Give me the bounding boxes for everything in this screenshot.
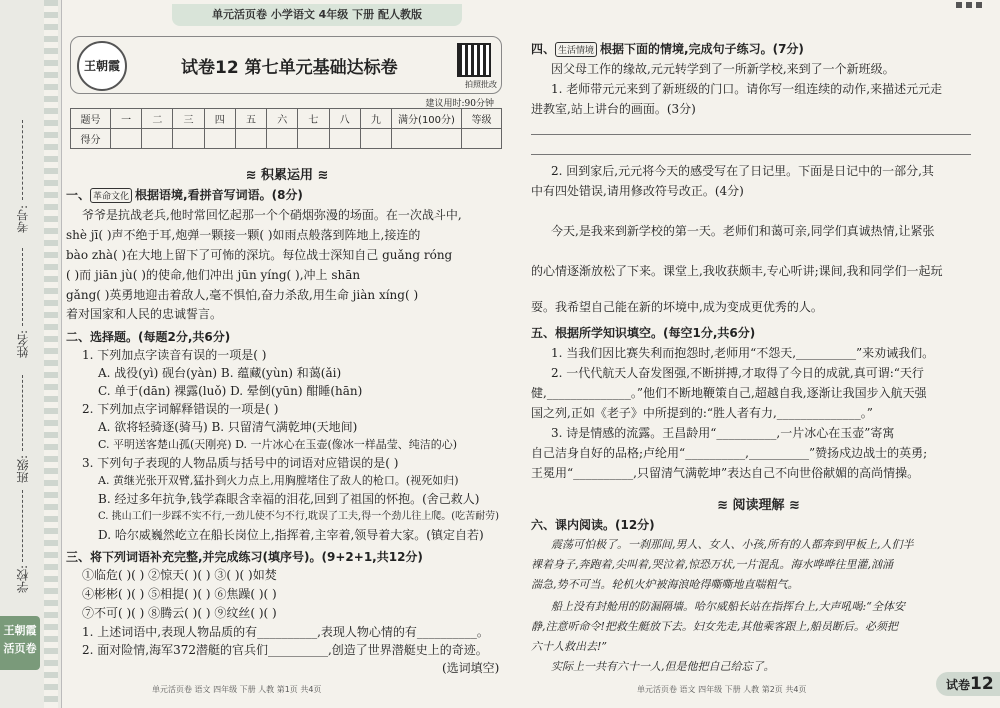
- score-cell: 三: [173, 109, 204, 129]
- passage-line: 裸着身子,奔跑着,尖叫着,哭泣着,惊恐万状,一片混乱。海水哗哗往里灌,汹涌: [531, 558, 893, 571]
- q1-line: gǎng( )英勇地迎击着敌人,毫不惧怕,奋力杀敌,用生命 jiàn xíng( ): [66, 288, 419, 302]
- question-2-title: 二、选择题。(每题2分,共6分): [66, 330, 231, 344]
- paper-header: [70, 36, 502, 94]
- brand-tab: 王朝霞 活页卷: [0, 616, 40, 670]
- q5-line: 1. 当我们因比赛失利而抱怨时,老师用“不怨天,__________”来劝诫我们。: [551, 346, 935, 360]
- score-cell: 四: [204, 109, 235, 129]
- diary-line: 耍。我希望自己能在新的坏境中,成为变成更优秀的人。: [531, 300, 823, 314]
- footer-right: 单元活页卷 语文 四年级 下册 人教 第2页 共4页: [637, 685, 807, 694]
- score-value-row: [71, 129, 502, 149]
- score-label-cell: 得分: [71, 129, 111, 149]
- question-1-title: 一、 革命文化 根据语境,看拼音写词语。(8分): [66, 188, 303, 202]
- q2-line: 3. 下列句子表现的人物品质与括号中的词语对应错误的是( ): [82, 456, 399, 470]
- q1-line: bào zhà( )在大地上留下了可怖的深坑。每位战士深知自己 guǎng róng: [66, 248, 453, 262]
- answer-line[interactable]: [531, 154, 971, 155]
- qr-label: 拍照批改: [465, 80, 497, 89]
- q5-line: 国之列,正如《老子》中所提到的:“胜人者有力,______________。”: [531, 406, 873, 420]
- q4-line: 1. 老师带元元来到了新班级的门口。请你写一组连续的动作,来描述元元走: [551, 82, 943, 96]
- q1-line: shè jī( )声不绝于耳,炮弹一颗接一颗( )如雨点般落到阵地上,接连的: [66, 228, 421, 242]
- suggested-time: 建议用时:90分钟: [425, 99, 494, 109]
- exam-number-line: [22, 120, 23, 200]
- q2-line: 1. 下列加点字读音有误的一项是( ): [82, 348, 267, 362]
- name-label: 姓名:: [16, 330, 30, 359]
- score-input-cell[interactable]: [462, 129, 502, 149]
- score-table: [70, 108, 502, 149]
- q2-option: C. 挑山工们一步踩不实不行,一劲儿使不匀不行,耽误了工夫,得一个劲儿往上爬。(吃苦耐劳): [98, 511, 499, 522]
- score-cell: 九: [360, 109, 391, 129]
- score-cell: 七: [298, 109, 329, 129]
- score-cell: 等级: [462, 109, 502, 129]
- q2-option: D. 哈尔威巍然屹立在船长岗位上,指挥着,主宰着,领导着大家。(镇定自若): [98, 528, 484, 542]
- section-title-accumulation: ≋ 积累运用 ≋: [245, 168, 329, 183]
- q5-line: 王冕用“__________,只留清气满乾坤”表达自己不向世俗献媚的高尚情操。: [531, 466, 920, 480]
- passage-line: 静,注意听命令!把救生艇放下去。妇女先走,其他乘客跟上,船员断后。必须把: [531, 620, 898, 633]
- q2-option: A. 战役(yì) 砚台(yàn) B. 蕴藏(yùn) 和蔼(ǎi): [98, 366, 342, 380]
- school-label: 学校:: [16, 565, 30, 594]
- score-input-cell[interactable]: [329, 129, 360, 149]
- score-input-cell[interactable]: [235, 129, 266, 149]
- diary-line: 今天,是我来到新学校的第一天。老师们和蔼可亲,同学们真诚热情,让紧张: [551, 224, 935, 238]
- question-3-title: 三、将下列词语补充完整,并完成练习(填序号)。(9+2+1,共12分): [66, 550, 423, 564]
- q3-line: 2. 面对险情,海军372潜艇的官兵们__________,创造了世界潜艇史上的奇迹。: [82, 643, 488, 657]
- score-input-cell[interactable]: [360, 129, 391, 149]
- q3-line: ④彬彬( )( ) ⑤相提( )( ) ⑥焦躁( )( ): [82, 587, 277, 601]
- q4-line: 进教室,站上讲台的画面。(3分): [531, 102, 696, 116]
- score-cell: 八: [329, 109, 360, 129]
- score-cell: 一: [111, 109, 142, 129]
- score-cell: 五: [235, 109, 266, 129]
- corner-marks: [956, 2, 984, 8]
- qr-code-icon[interactable]: [457, 43, 491, 77]
- class-label: 班级:: [16, 455, 30, 484]
- spine-edge: [44, 0, 58, 708]
- q3-line: (选词填空): [442, 661, 500, 675]
- q1-line: ( )而 jiān jù( )的使命,他们冲出 jūn yíng( ),冲上 shān: [66, 268, 361, 282]
- q2-line: 2. 下列加点字词解释错误的一项是( ): [82, 402, 279, 416]
- score-cell: 题号: [71, 109, 111, 129]
- score-cell: 满分(100分): [392, 109, 462, 129]
- top-banner: 单元活页卷 小学语文 4年级 下册 配人教版: [172, 4, 462, 26]
- passage-line: 六十人救出去!”: [531, 640, 608, 653]
- q4-line: 因父母工作的缘故,元元转学到了一所新学校,来到了一个新班级。: [551, 62, 895, 76]
- score-cell: 二: [142, 109, 173, 129]
- section-title-reading: ≋ 阅读理解 ≋: [717, 498, 800, 513]
- q3-line: ①临危( )( ) ②惊天( )( ) ③( )( )如焚: [82, 568, 277, 582]
- score-cell: 六: [267, 109, 298, 129]
- q2-option: A. 黄继光张开双臂,猛扑到火力点上,用胸膛堵住了敌人的枪口。(视死如归): [98, 474, 459, 487]
- question-6-title: 六、课内阅读。(12分): [531, 518, 655, 532]
- q2-option: C. 单于(dān) 裸露(luǒ) D. 晕倒(yūn) 酣睡(hān): [98, 384, 363, 398]
- passage-line: 湍急,势不可当。轮机火炉被海浪呛得嘶嘶地直喘粗气。: [531, 578, 799, 591]
- score-input-cell[interactable]: [173, 129, 204, 149]
- q5-line: 2. 一代代航天人奋发图强,不断拼搏,才取得了今日的成就,真可谓:“天行: [551, 366, 924, 380]
- class-line: [22, 375, 23, 451]
- q1-line: 爷爷是抗战老兵,他时常回忆起那一个个硝烟弥漫的场面。在一次战斗中,: [82, 208, 462, 222]
- answer-line[interactable]: [531, 134, 971, 135]
- brand-logo: 王朝霞: [77, 41, 127, 91]
- score-header-row: [71, 109, 502, 129]
- footer-left: 单元活页卷 语文 四年级 下册 人教 第1页 共4页: [152, 685, 322, 694]
- q4-line: 2. 回到家后,元元将今天的感受写在了日记里。下面是日记中的一部分,其: [551, 164, 934, 178]
- question-5-title: 五、根据所学知识填空。(每空1分,共6分): [531, 326, 756, 340]
- score-input-cell[interactable]: [142, 129, 173, 149]
- q2-option: C. 平明送客楚山孤(天刚亮) D. 一片冰心在玉壶(像冰一样晶莹、纯洁的心): [98, 438, 458, 451]
- exam-number-label: 考号:: [16, 205, 30, 234]
- q1-line: 着对国家和人民的忠诚誓言。: [66, 307, 223, 321]
- school-line: [22, 490, 23, 562]
- q2-option: A. 欲将轻骑逐(骑马) B. 只留清气满乾坤(天地间): [98, 420, 358, 434]
- q5-line: 健,______________。”他们不断地鞭策自己,超越自我,逐渐让我国步入航天强: [531, 386, 927, 400]
- binding-spine: [0, 0, 62, 708]
- q3-line: ⑦不可( )( ) ⑧腾云( )( ) ⑨纹丝( )( ): [82, 606, 277, 620]
- passage-line: 船上没有封舱用的防漏隔墙。哈尔威船长站在指挥台上,大声吼喝:“全体安: [551, 600, 905, 613]
- q4-line: 中有四处错误,请用修改符号改正。(4分): [531, 184, 744, 198]
- passage-line: 实际上一共有六十一人,但是他把自己给忘了。: [551, 660, 775, 673]
- diary-line: 的心情逐渐放松了下来。课堂上,我收获颇丰,专心听讲;课间,我和同学们一起玩: [531, 264, 943, 278]
- q3-line: 1. 上述词语中,表现人物品质的有__________,表现人物心情的有__________。: [82, 625, 489, 639]
- question-4-title: 四、 生活情境 根据下面的情境,完成句子练习。(7分): [531, 42, 804, 56]
- paper-title: 试卷12 第七单元基础达标卷: [181, 58, 398, 78]
- score-input-cell[interactable]: [392, 129, 462, 149]
- right-page: [527, 0, 990, 708]
- passage-line: 震荡可怕极了。一刹那间,男人、女人、小孩,所有的人都奔到甲板上,人们半: [551, 538, 914, 551]
- score-input-cell[interactable]: [204, 129, 235, 149]
- left-page: [62, 0, 512, 708]
- name-line: [22, 248, 23, 326]
- score-input-cell[interactable]: [267, 129, 298, 149]
- q5-line: 自己洁身自好的品格;卢纶用“__________,__________”赞扬戍边战士的英勇;: [531, 446, 928, 460]
- score-input-cell[interactable]: [111, 129, 142, 149]
- score-input-cell[interactable]: [298, 129, 329, 149]
- q2-option: B. 经过多年抗争,钱学森眼含幸福的泪花,回到了祖国的怀抱。(舍己救人): [98, 492, 480, 506]
- q5-line: 3. 诗是情感的流露。王昌龄用“__________,一片冰心在玉壶”寄寓: [551, 426, 895, 440]
- paper-number-badge: 试卷12: [936, 672, 1000, 696]
